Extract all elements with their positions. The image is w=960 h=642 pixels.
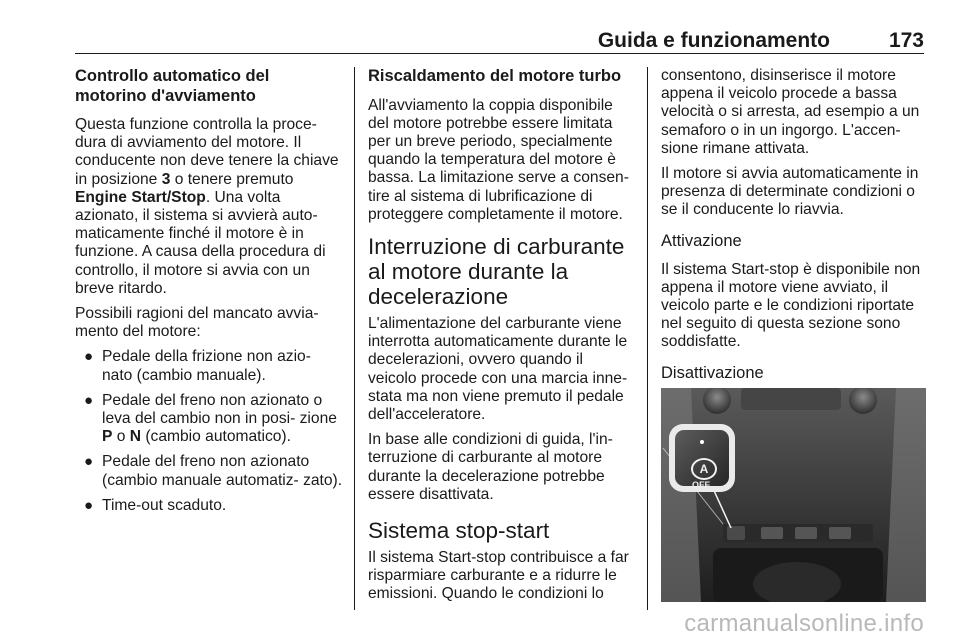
- bullet-icon: ●: [84, 453, 94, 471]
- subheading-activation: Attivazione: [661, 231, 742, 250]
- header-rule: [75, 53, 924, 54]
- page-number: 173: [888, 29, 924, 52]
- paragraph-fuel-cutoff-2: In base alle condizioni di guida, l'in- terruzione di carburante al motore durante la decelerazione potrebbe essere disattivata.: [368, 431, 613, 503]
- stop-start-off-icon: A: [691, 458, 717, 480]
- paragraph-start-failure: Possibili ragioni del mancato avvia- mento del motore:: [75, 305, 319, 341]
- section-heading-auto-start: Controllo automatico del motorino d'avviamento: [75, 67, 270, 105]
- list-item: ● Pedale del freno non azionato (cambio manuale automatiz- zato).: [84, 453, 343, 489]
- header-title: Guida e funzionamento: [597, 29, 830, 52]
- bullet-icon: ●: [84, 391, 94, 409]
- paragraph-stop-start: Il sistema Start-stop contribuisce a far risparmiare carburante e a ridurre le emissioni. Quando le condizioni lo: [368, 548, 629, 603]
- paragraph-turbo: All'avviamento la coppia disponibile del motore potrebbe essere limitata per un breve periodo, specialmente quando la temperatura del motore è bassa. La limitazione serve a consen- tire al sistema di lubrificazione di proteggere completamente il motore.: [368, 96, 629, 223]
- console-illustration: [661, 388, 926, 602]
- column-divider-2: [647, 67, 648, 610]
- figure-stop-start-button: [661, 388, 926, 602]
- paragraph-auto-start: Questa funzione controlla la proce- dura di avviamento del motore. Il conducente non deve tenere la chiave in posizione 3 o tenere premuto Engine Start/Stop. Una volta azionato, il sistema si avvierà auto- maticamente finché il motore è in funzione. A causa della procedura di controllo, il motore si avvia con un breve ritardo.: [75, 116, 339, 297]
- section-heading-turbo: Riscaldamento del motore turbo: [368, 67, 622, 85]
- bullet-icon: ●: [84, 496, 94, 514]
- failure-reasons-list: [75, 348, 345, 515]
- paragraph-activation: Il sistema Start-stop è disponibile non appena il motore viene avviato, il veicolo parte e le condizioni riportate nel seguito di questa sezione sono soddisfatte.: [661, 260, 921, 351]
- paragraph-fuel-cutoff-1: L'alimentazione del carburante viene interrotta automaticamente durante le decelerazioni, ovvero quando il veicolo procede con una marcia inne- stata ma non viene premuto il pedale dell'acceleratore.: [368, 314, 628, 423]
- footer-watermark: carmanualsonline.info: [684, 610, 924, 637]
- bullet-icon: ●: [84, 348, 94, 366]
- list-item: ● Pedale del freno non azionato o leva del cambio non in posi- zione P o N (cambio automatico).: [84, 391, 337, 446]
- list-item: ● Pedale della frizione non azio- nato (cambio manuale).: [84, 348, 311, 384]
- column-3: [661, 67, 928, 393]
- column-2: [368, 67, 634, 611]
- column-1: [75, 67, 345, 522]
- section-heading-stop-start: Sistema stop-start: [368, 517, 550, 543]
- subheading-deactivation: Disattivazione: [661, 363, 764, 382]
- paragraph-stop-start-cont: consentono, disinserisce il motore appena il veicolo procede a bassa velocità o si arresta, ad esempio a un semaforo o in un ingorgo. L'accen- sione rimane attivata.: [661, 67, 920, 157]
- key-position: 3: [161, 170, 171, 188]
- section-heading-fuel-cutoff: Interruzione di carburante al motore durante la decelerazione: [368, 233, 625, 309]
- list-item: ● Time-out scaduto.: [84, 496, 227, 514]
- indicator-led: [700, 440, 704, 444]
- paragraph-auto-restart: Il motore si avvia automaticamente in presenza di determinate condizioni o se il conducente lo riavvia.: [661, 165, 919, 219]
- stop-start-off-label: OFF: [692, 480, 710, 490]
- engine-start-stop-label: Engine Start/Stop: [75, 188, 206, 206]
- column-divider-1: [354, 67, 355, 610]
